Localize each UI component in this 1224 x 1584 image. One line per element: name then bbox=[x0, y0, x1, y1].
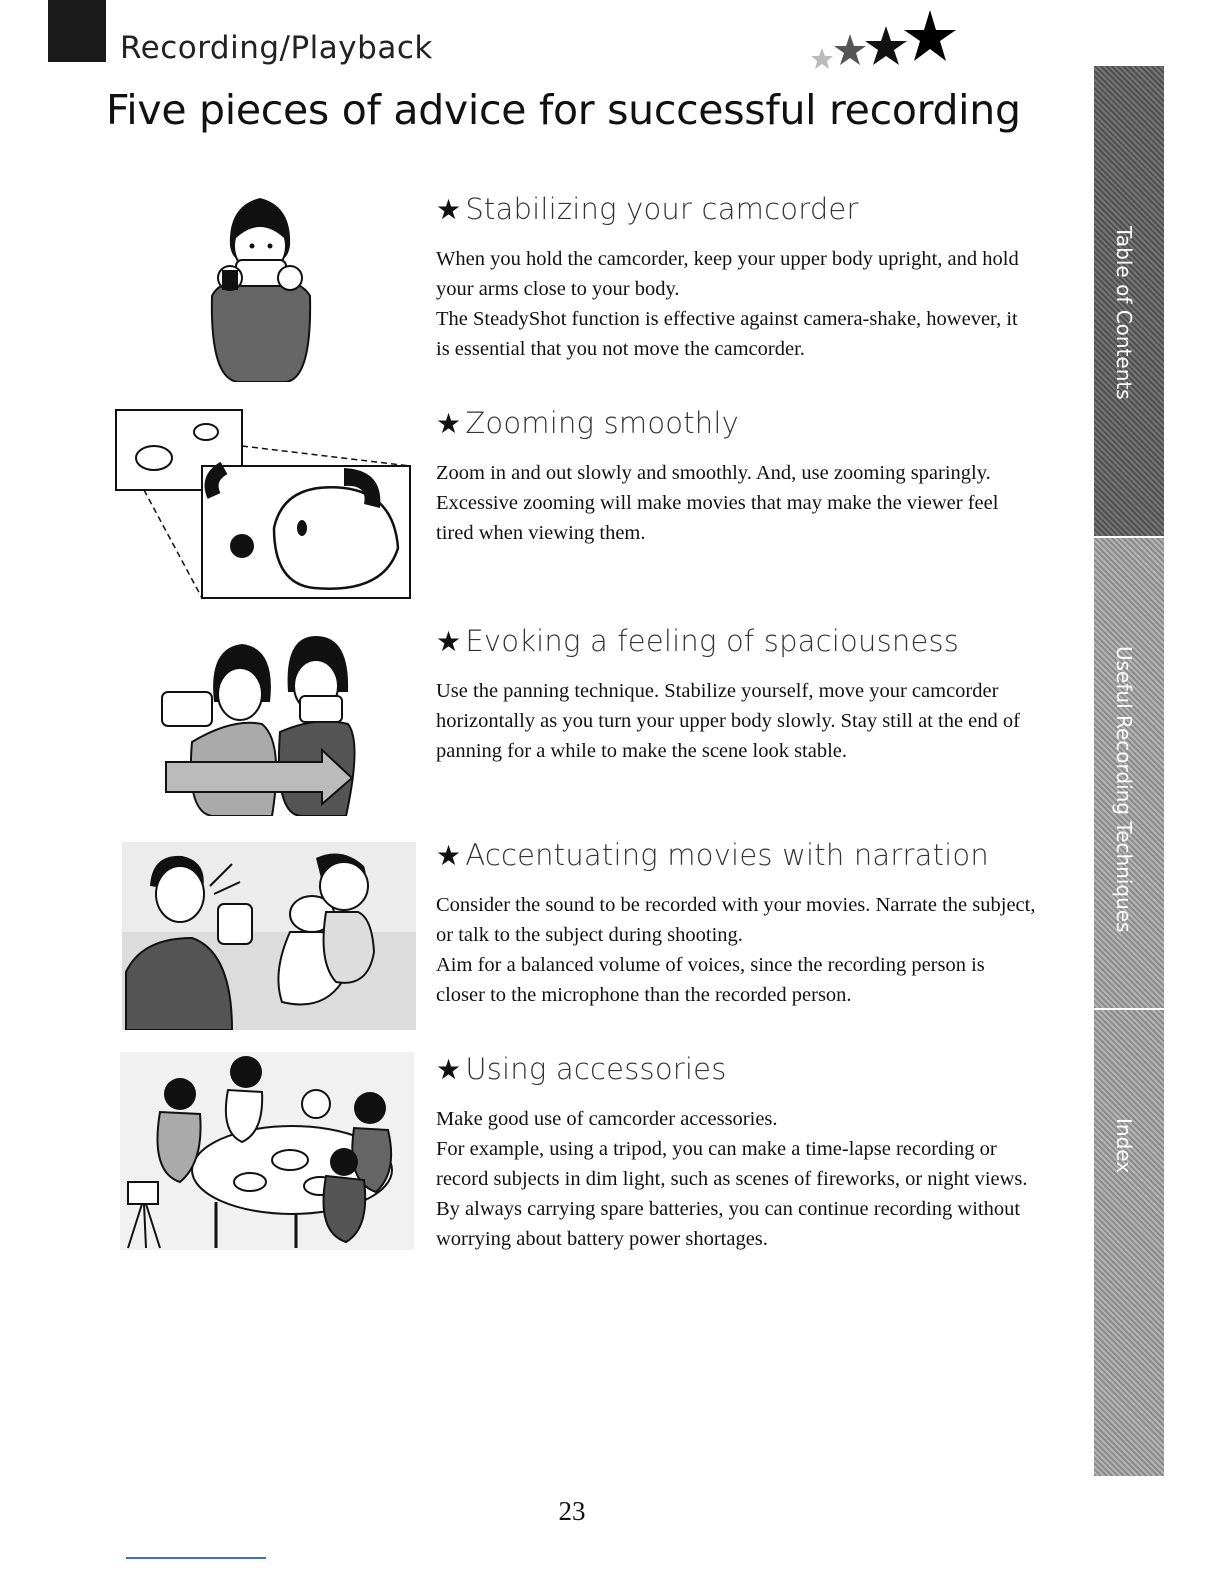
tip-paragraph: Use the panning technique. Stabilize yourself, move your camcorder horizontally as you turn your upper body slowly. Stay still at the end of panning for a while to make the scene look stable. bbox=[436, 680, 1020, 762]
tip-paragraph: Aim for a balanced volume of voices, since the recording person is closer to the microphone than the recorded person. bbox=[436, 954, 985, 1006]
section-title: Recording/Playback bbox=[120, 30, 433, 66]
tip-heading-text: Using accessories bbox=[465, 1052, 727, 1086]
narration-illustration bbox=[122, 842, 416, 1030]
tip-heading-text: Zooming smoothly bbox=[465, 406, 739, 440]
stabilizing-illustration bbox=[200, 186, 320, 382]
tab-useful-recording-techniques[interactable] bbox=[1094, 538, 1164, 1011]
tip-body bbox=[436, 1104, 1036, 1254]
tip-paragraph: For example, using a tripod, you can make a time-lapse recording or record subjects in dim light, such as scenes of fireworks, or night views. By always carrying spare batteries, you can continue recording without worrying about battery power shortages. bbox=[436, 1138, 1028, 1250]
panning-illustration bbox=[152, 632, 362, 816]
page-number: 23 bbox=[558, 1496, 586, 1526]
tab-index-label: Index bbox=[1112, 1118, 1136, 1174]
star-icon: ★ bbox=[436, 839, 462, 872]
tip-paragraph: Make good use of camcorder accessories. bbox=[436, 1108, 778, 1130]
tip-paragraph: Zoom in and out slowly and smoothly. And, use zooming sparingly. Excessive zooming will make movies that may make the viewer feel tired when viewing them. bbox=[436, 462, 999, 544]
tip-body bbox=[436, 890, 1036, 1010]
tip-paragraph: Consider the sound to be recorded with your movies. Narrate the subject, or talk to the subject during shooting. bbox=[436, 894, 1036, 946]
tip-heading-text: Stabilizing your camcorder bbox=[465, 192, 859, 226]
star-icon: ★ bbox=[436, 625, 462, 658]
tip-heading bbox=[436, 1052, 1036, 1086]
star-icon: ★ bbox=[436, 407, 462, 440]
page-title: Five pieces of advice for successful recording bbox=[106, 86, 1021, 134]
tip-body bbox=[436, 458, 1036, 548]
tip-heading bbox=[436, 406, 1036, 440]
tab-useful-recording-techniques-label: Useful Recording Techniques bbox=[1112, 646, 1136, 933]
tab-table-of-contents-label: Table of Contents bbox=[1112, 226, 1136, 400]
tip-stabilizing bbox=[436, 192, 1036, 364]
stars-decoration-icon bbox=[806, 8, 966, 82]
tip-narration bbox=[436, 838, 1036, 1010]
tab-index[interactable] bbox=[1094, 1010, 1164, 1479]
tip-heading-text: Evoking a feeling of spaciousness bbox=[465, 624, 960, 658]
tip-body bbox=[436, 244, 1036, 364]
star-icon: ★ bbox=[436, 193, 462, 226]
tip-heading bbox=[436, 838, 1036, 872]
tip-spaciousness bbox=[436, 624, 1036, 766]
tip-paragraph: The SteadyShot function is effective against camera-shake, however, it is essential that you not move the camcorder. bbox=[436, 308, 1018, 360]
accessories-illustration bbox=[120, 1052, 414, 1250]
section-marker bbox=[48, 0, 106, 62]
tip-body bbox=[436, 676, 1036, 766]
tip-heading bbox=[436, 624, 1036, 658]
tip-heading bbox=[436, 192, 1036, 226]
zooming-illustration bbox=[114, 408, 414, 604]
tip-accessories bbox=[436, 1052, 1036, 1254]
tip-zooming bbox=[436, 406, 1036, 548]
tip-heading-text: Accentuating movies with narration bbox=[465, 838, 989, 872]
tab-table-of-contents[interactable] bbox=[1094, 66, 1164, 539]
tip-paragraph: When you hold the camcorder, keep your upper body upright, and hold your arms close to your body. bbox=[436, 248, 1019, 300]
footer-divider bbox=[126, 1557, 266, 1559]
star-icon: ★ bbox=[436, 1053, 462, 1086]
